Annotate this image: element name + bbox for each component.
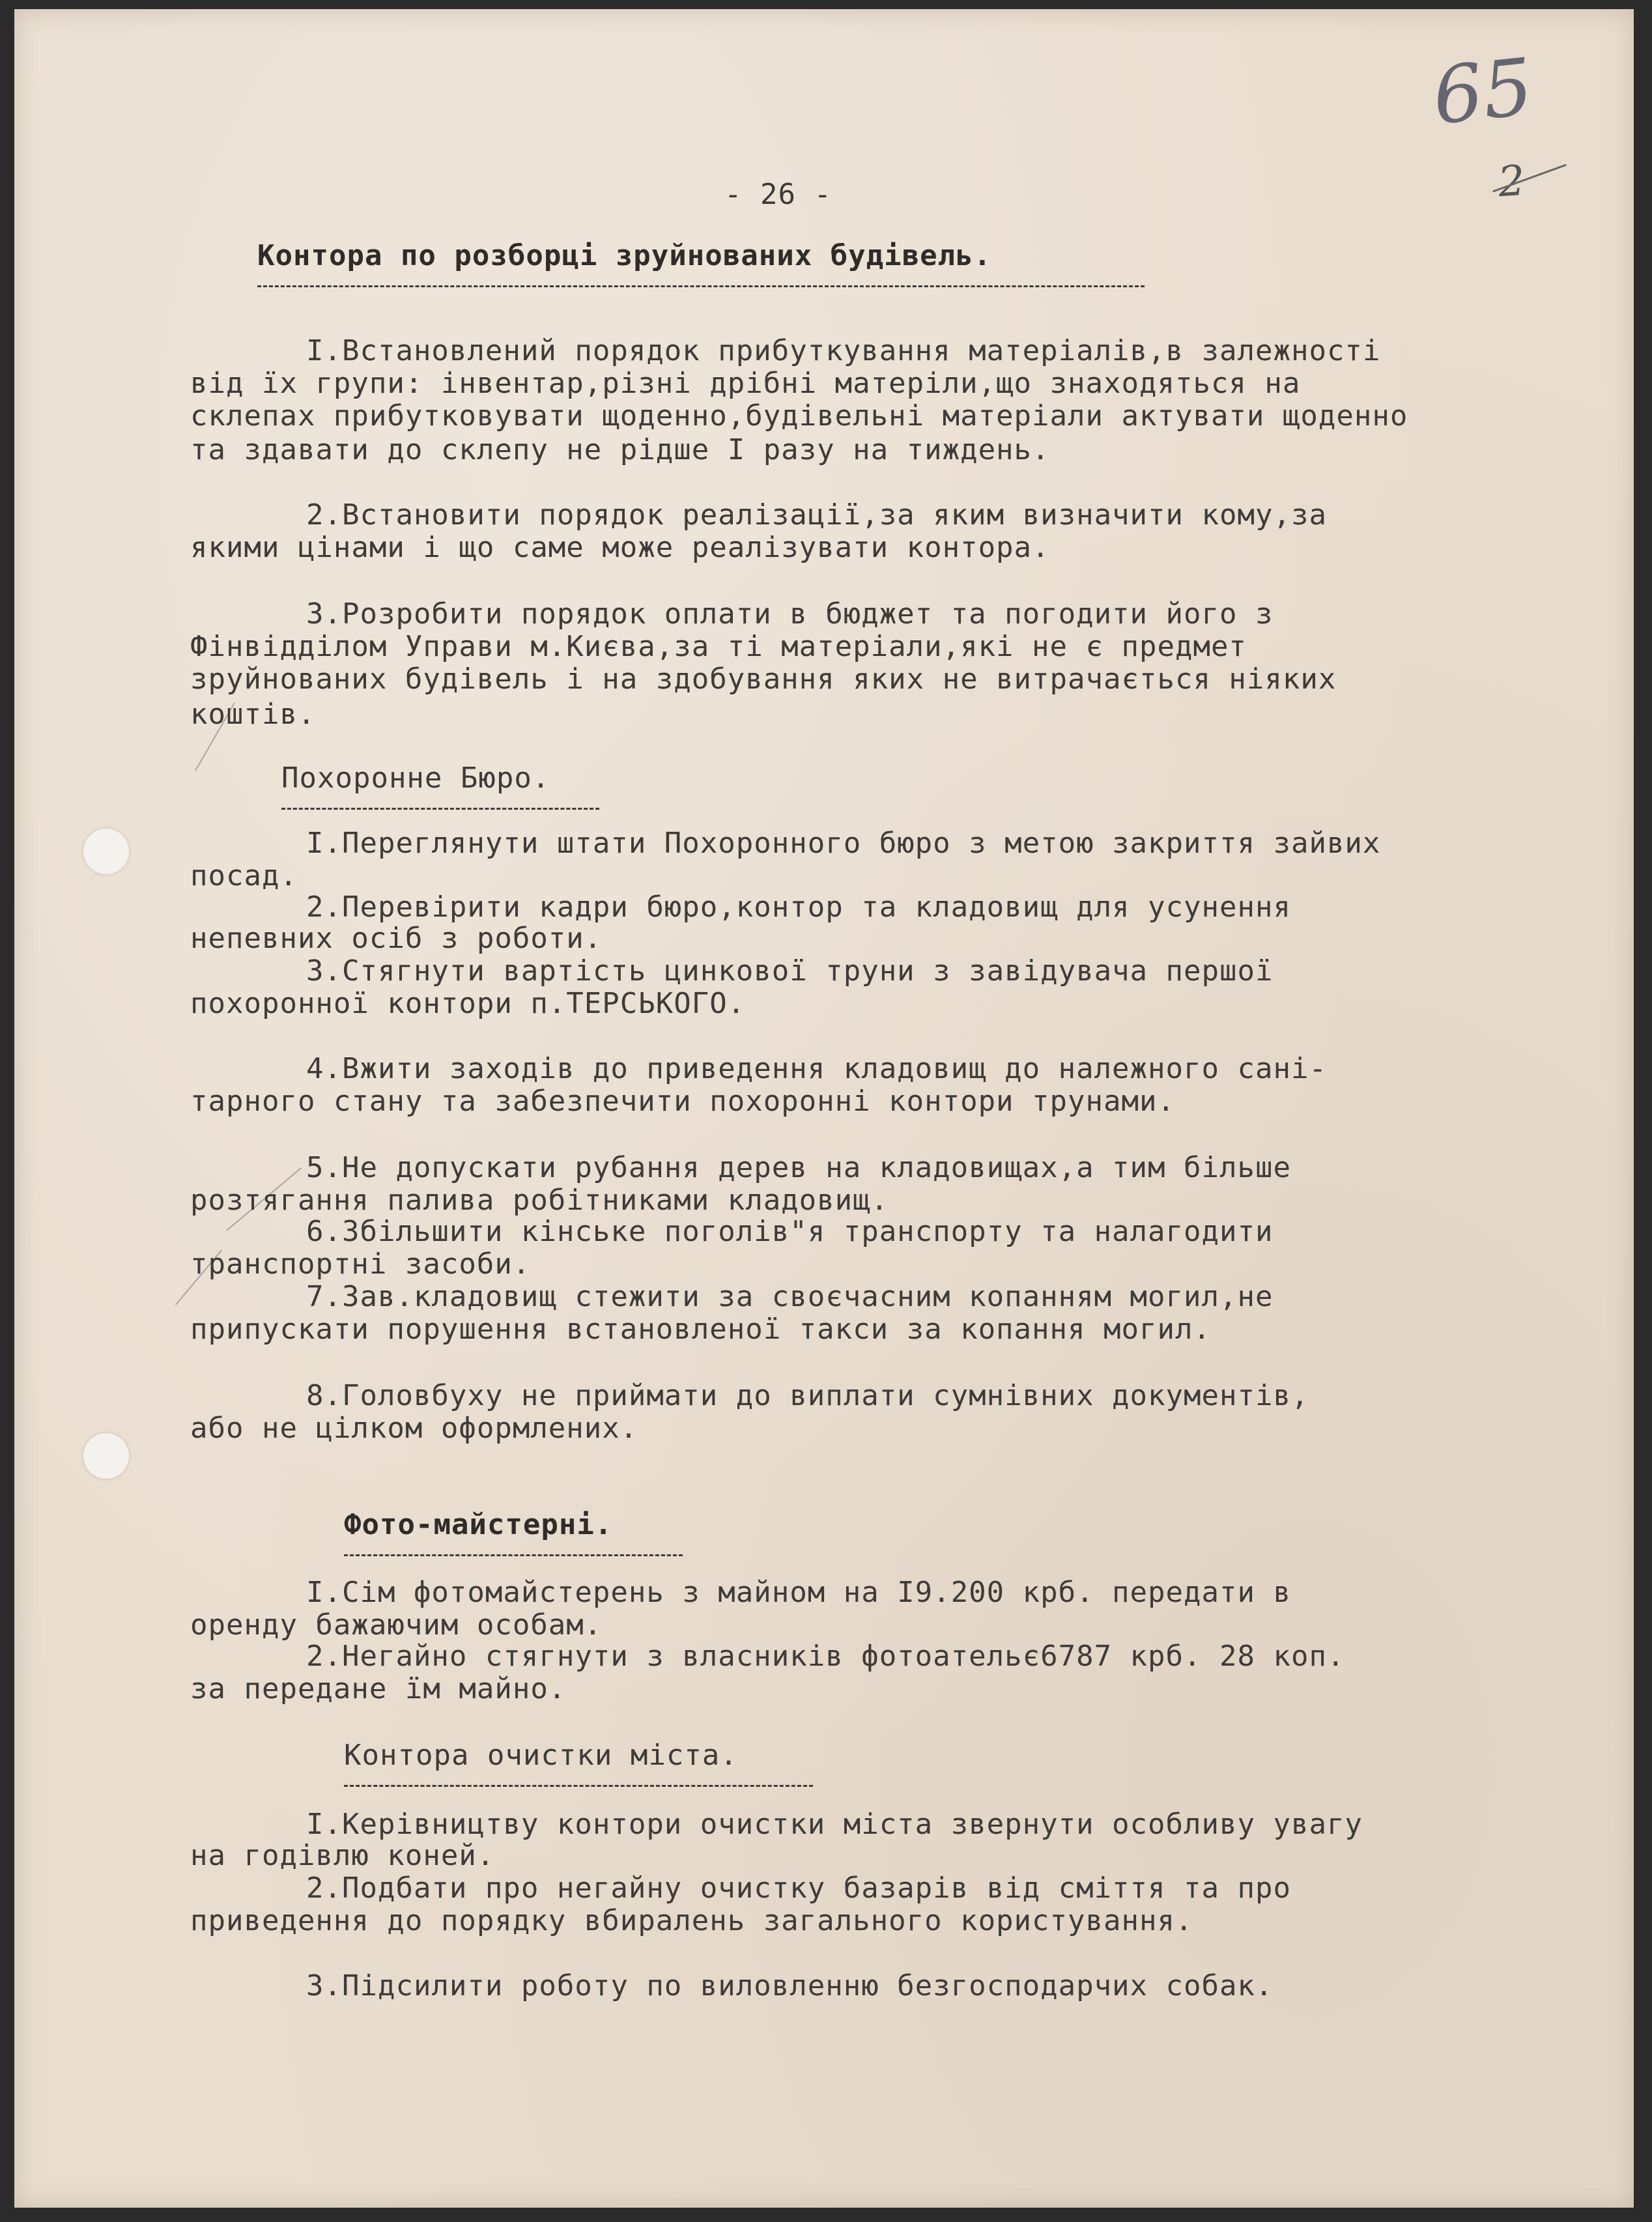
text-line: непевних осіб з роботи. <box>190 922 603 955</box>
text-line: І.Сім фотомайстерень з майном на І9.200 крб. передати в <box>306 1576 1291 1609</box>
punch-hole-top <box>83 829 129 874</box>
text-line: 4.Вжити заходів до приведення кладовищ до належного сані- <box>306 1052 1327 1085</box>
text-line: 8.Головбуху не приймати до виплати сумнівних документів, <box>306 1379 1309 1412</box>
text-line: якими цінами і що саме може реалізувати контора. <box>190 531 1050 564</box>
text-line: коштів. <box>190 698 316 731</box>
text-line: 2.Негайно стягнути з власників фотоательє6787 крб. 28 коп. <box>306 1640 1345 1673</box>
text-line: 2.Встановити порядок реалізації,за яким визначити кому,за <box>306 498 1327 532</box>
text-line: приведення до порядку вбиралень загального користування. <box>190 1904 1193 1937</box>
text-line: посад. <box>190 859 298 892</box>
punch-hole-bottom <box>83 1433 129 1479</box>
heading-underline <box>344 1554 683 1556</box>
text-line: похоронної контори п.ТЕРСЬКОГО. <box>190 987 746 1020</box>
page-number: - 26 - <box>724 178 832 211</box>
text-line: 7.Зав.кладовищ стежити за своєчасним копанням могил,не <box>306 1280 1274 1313</box>
heading-underline <box>344 1785 813 1787</box>
text-line: тарного стану та забезпечити похоронні контори трунами. <box>190 1085 1175 1118</box>
text-line: 2.Перевірити кадри бюро,контор та кладовищ для усунення <box>306 890 1291 924</box>
archive-folio-number: 65 <box>1429 42 1537 143</box>
text-line: на годівлю коней. <box>190 1839 495 1872</box>
text-line: Фінвідділом Управи м.Києва,за ті матеріали,які не є предмет <box>190 630 1247 663</box>
text-line: розтягання палива робітниками кладовищ. <box>190 1184 889 1217</box>
heading-underline <box>257 285 1145 287</box>
text-line: від їх групи: інвентар,різні дрібні матеріли,що знаходяться на <box>190 367 1301 400</box>
text-line: та здавати до склепу не рідше І разу на тиждень. <box>190 433 1050 466</box>
section-heading: Похоронне Бюро. <box>281 762 550 795</box>
text-line: оренду бажаючим особам. <box>190 1608 603 1642</box>
text-line: 3.Стягнути вартість цинкової труни з завідувача першої <box>306 954 1274 988</box>
text-line: склепах прибутковувати щоденно,будівельні матеріали актувати щоденно <box>190 399 1408 433</box>
heading-underline <box>281 808 599 810</box>
text-line: за передане їм майно. <box>190 1672 567 1705</box>
text-line: 3.Розробити порядок оплати в бюджет та погодити його з <box>306 597 1274 631</box>
text-line: транспортні засоби. <box>190 1247 531 1281</box>
text-line: 2.Подбати про негайну очистку базарів від сміття та про <box>306 1872 1291 1905</box>
text-line: припускати порушення встановленої такси за копання могил. <box>190 1313 1211 1346</box>
text-line: або не цілком оформлених. <box>190 1412 638 1445</box>
text-line: зруйнованих будівель і на здобування яких не витрачається ніяких <box>190 662 1337 696</box>
text-line: І.Переглянути штати Похоронного бюро з метою закриття зайвих <box>306 827 1381 860</box>
text-line: 5.Не допускати рубання дерев на кладовищах,а тим більше <box>306 1151 1291 1184</box>
text-line: І.Встановлений порядок прибуткування матеріалів,в залежності <box>306 334 1381 367</box>
section-heading: Фото-майстерні. <box>344 1508 613 1541</box>
archive-corrected-number: 2 <box>1496 156 1527 207</box>
text-line: І.Керівництву контори очистки міста звернути особливу увагу <box>306 1808 1363 1841</box>
section-heading: Контора очистки міста. <box>344 1739 738 1772</box>
text-line: 3.Підсилити роботу по виловленню безгосподарчих собак. <box>306 1969 1274 2002</box>
text-line: 6.Збільшити кінське поголів"я транспорту та налагодити <box>306 1215 1274 1248</box>
section-heading: Контора по розборці зруйнованих будівель. <box>257 239 992 272</box>
